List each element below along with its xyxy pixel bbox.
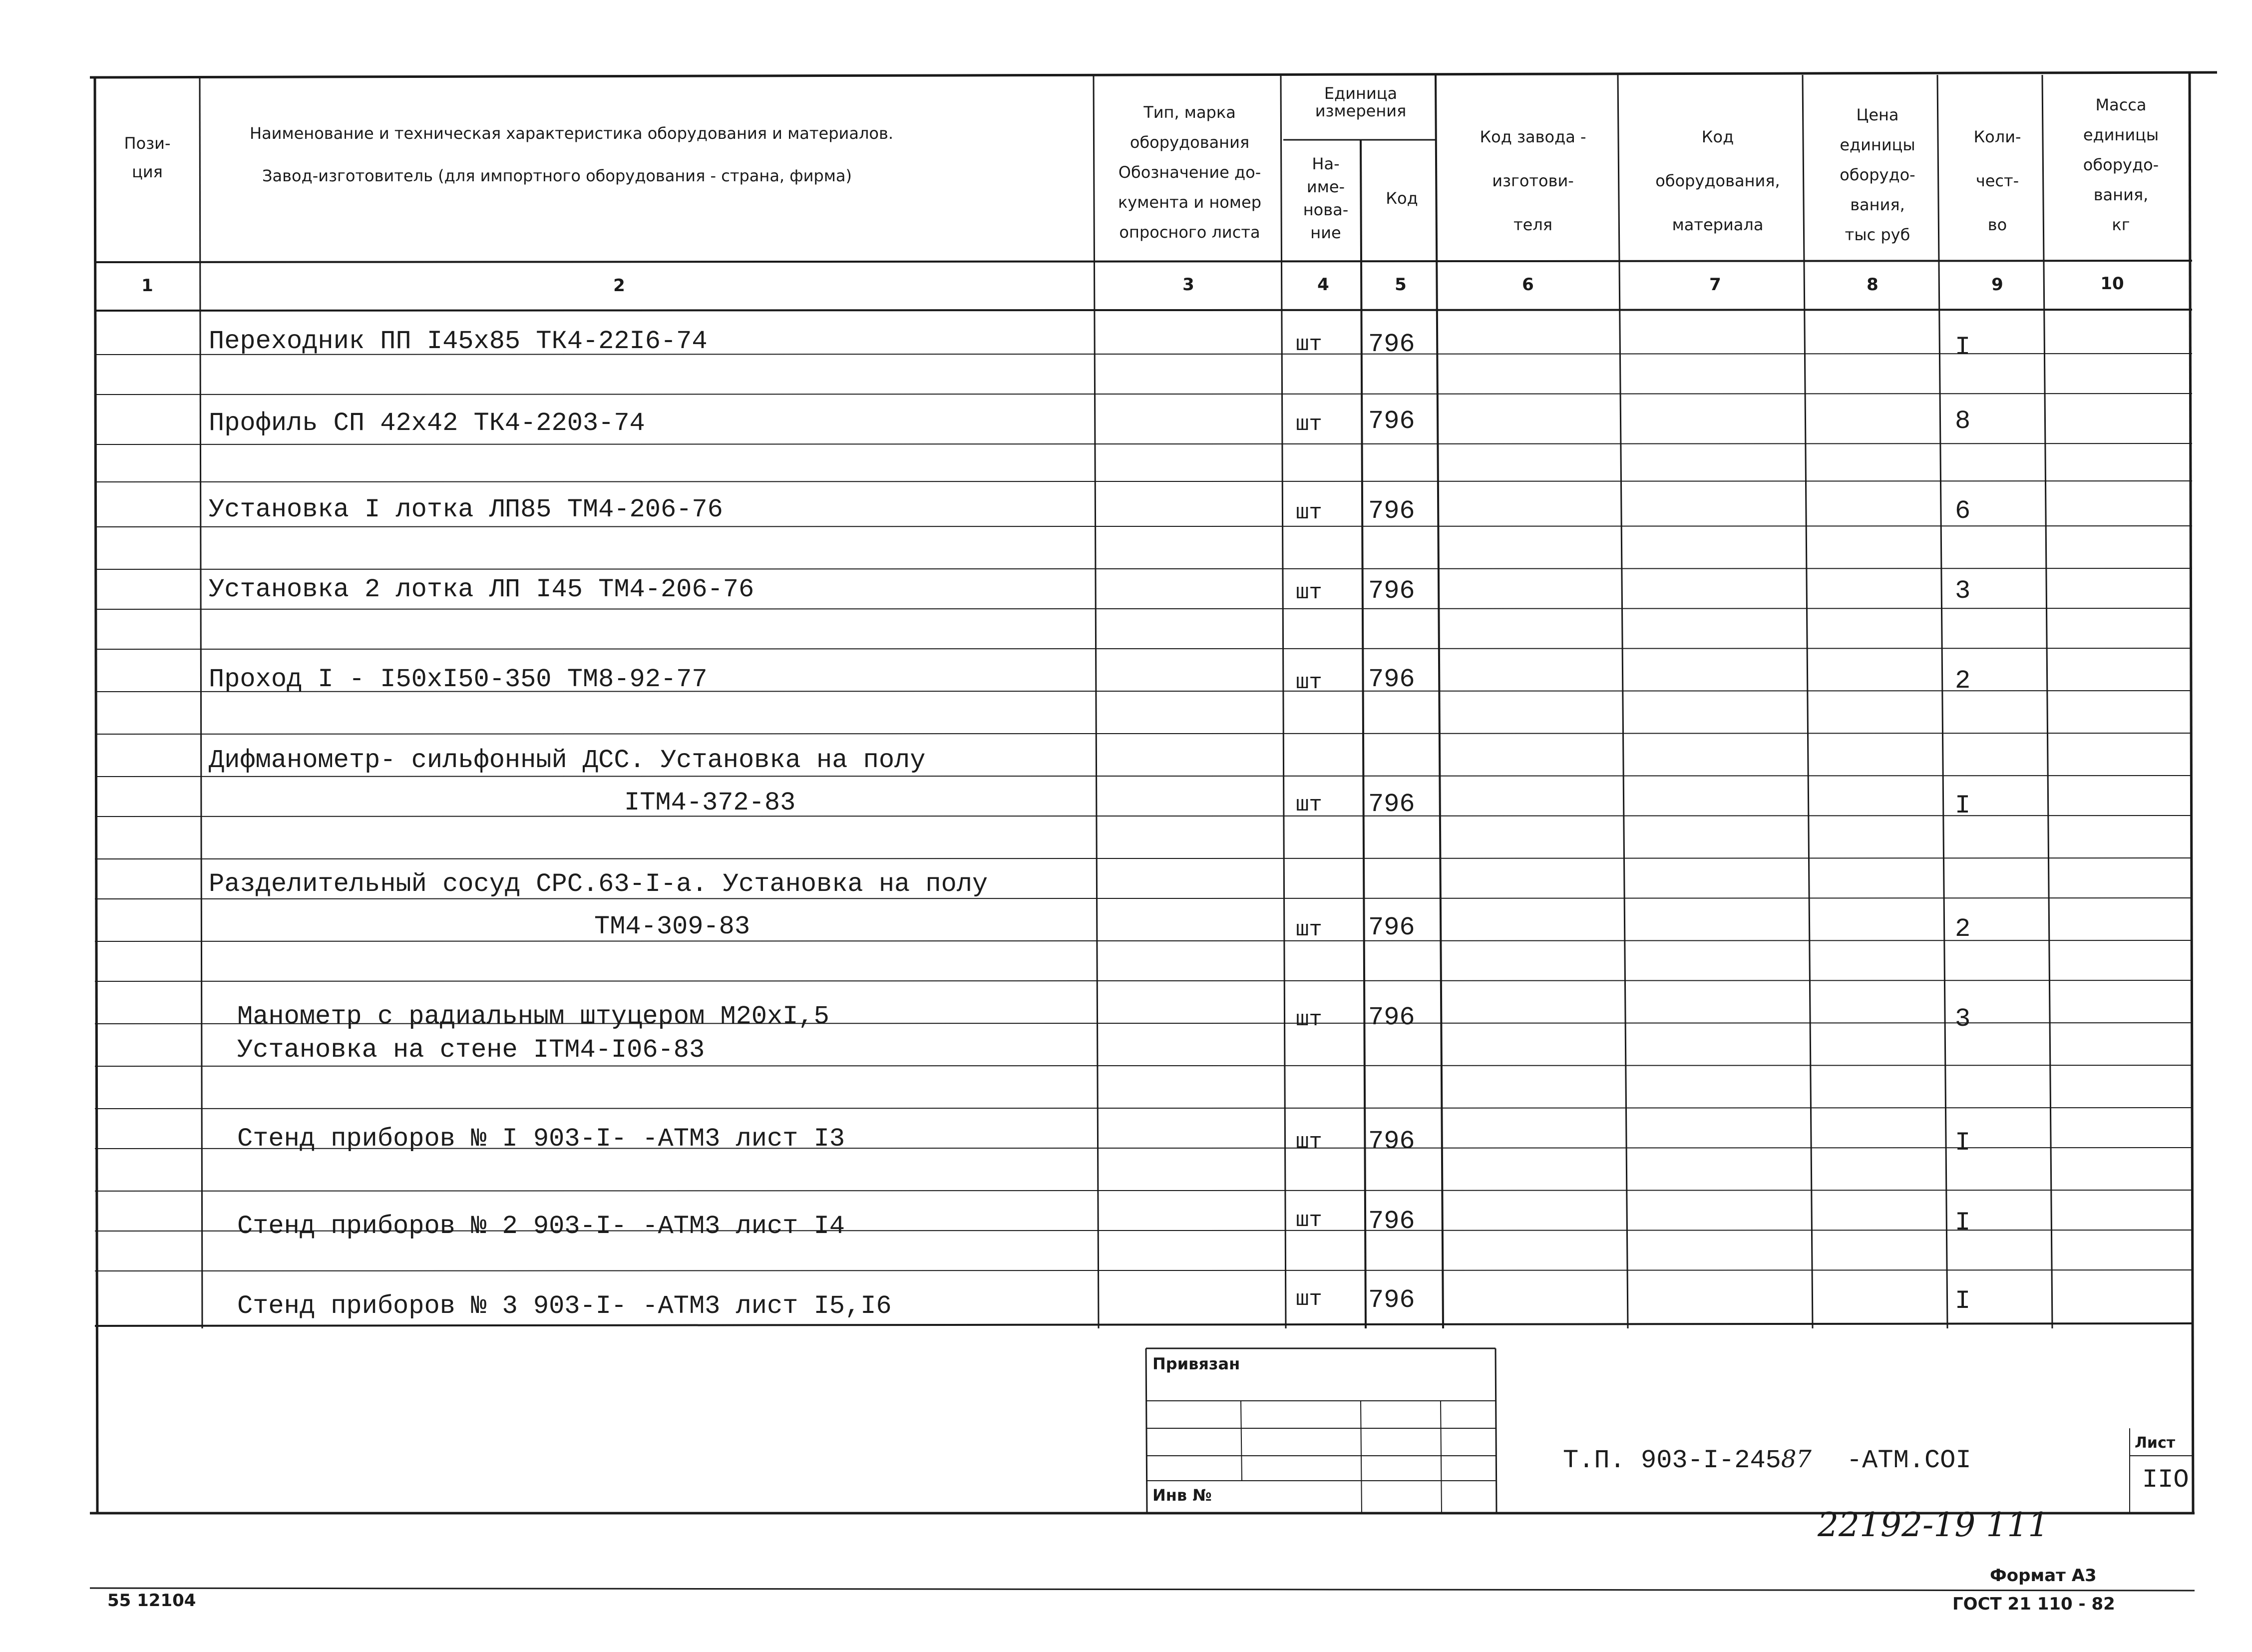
row-unit: шт: [1296, 332, 1322, 357]
header-mass-line: Масса: [2095, 95, 2147, 114]
header-factory-code: [1448, 115, 1618, 247]
column-number: 8: [1867, 275, 1878, 295]
header-type-line: оборудования: [1129, 133, 1250, 152]
row-unit: шт: [1296, 500, 1322, 525]
row-qty: I: [1955, 333, 1971, 362]
header-equipment-code: [1630, 115, 1805, 247]
header-name-line1: Наименование и техническая характеристика оборудования и материалов.: [250, 124, 893, 143]
row-name-continued: IТМ4-372-83: [624, 788, 796, 818]
row-unit: шт: [1296, 793, 1322, 818]
row-qty: 6: [1955, 496, 1971, 526]
header-price-line: Цена: [1856, 105, 1899, 124]
header-type-line: Обозначение до-: [1118, 163, 1261, 182]
header-name-line2: Завод-изготовитель (для импортного оборудования - страна, фирма): [262, 166, 852, 186]
header-price-line: единицы: [1840, 135, 1915, 154]
header-position-line: Пози-: [124, 134, 171, 153]
row-code: 796: [1368, 665, 1415, 694]
header-position-line: ция: [132, 162, 163, 182]
header-price-line: оборудо-: [1840, 165, 1915, 184]
row-unit: шт: [1296, 1208, 1322, 1233]
row-name: Проход I - I50хI50-350 ТМ8-92-77: [209, 665, 708, 694]
row-qty: 2: [1955, 666, 1971, 696]
header-mass: [2052, 90, 2190, 240]
header-unit-name-line: име-: [1306, 177, 1345, 196]
row-code: 796: [1368, 1003, 1415, 1032]
stamp-privyazan: Привязан: [1152, 1354, 1240, 1373]
header-position: [102, 135, 192, 181]
row-code: 796: [1368, 913, 1415, 942]
row-code: 796: [1368, 576, 1415, 606]
column-number: 9: [1991, 275, 2003, 295]
column-number: 3: [1182, 275, 1194, 295]
row-unit: шт: [1296, 1007, 1322, 1032]
row-unit: шт: [1296, 580, 1322, 605]
header-type: [1101, 97, 1278, 247]
header-type-line: опросного листа: [1119, 223, 1260, 242]
header-unit-name-line: нова-: [1303, 200, 1349, 219]
header-unit-group: [1286, 85, 1436, 120]
row-name: Стенд приборов № 2 903-I- -АТМ3 лист I4: [237, 1212, 845, 1241]
header-factory-line: изготови-: [1492, 171, 1574, 190]
row-name: Разделительный сосуд СРС.63-I-а. Установка на полу: [209, 869, 988, 899]
header-price-line: тыс руб: [1845, 225, 1910, 244]
header-unit-line: измерения: [1315, 101, 1407, 121]
row-name: Стенд приборов № I 903-I- -АТМ3 лист I3: [237, 1124, 845, 1154]
header-equipment-line: Код: [1701, 127, 1734, 146]
row-code: 796: [1368, 1207, 1415, 1236]
row-code: 796: [1368, 790, 1415, 819]
row-unit: шт: [1296, 917, 1322, 942]
header-unit-code-text: Код: [1386, 189, 1418, 208]
header-unit-code: [1366, 190, 1438, 207]
document-code-suffix: -АТМ.СОI: [1846, 1446, 1971, 1475]
header-unit-line: Единица: [1324, 84, 1398, 103]
document-code: [1563, 1447, 1971, 1474]
handwritten-number: 22192-19 111: [1818, 1506, 2049, 1544]
row-qty: I: [1955, 1128, 1971, 1158]
header-price-line: вания,: [1850, 195, 1905, 214]
footer-left-code: 55 12104: [107, 1591, 196, 1611]
footer-format: Формат А3: [1990, 1566, 2097, 1586]
row-qty: I: [1955, 1286, 1971, 1316]
row-name-continued: ТМ4-309-83: [594, 912, 751, 941]
header-quantity: [1947, 115, 2047, 247]
column-number: 1: [141, 276, 153, 296]
header-type-line: Тип, марка: [1143, 103, 1236, 122]
row-name: Стенд приборов № 3 903-I- -АТМ3 лист I5,I6: [237, 1291, 892, 1321]
row-name: Манометр с радиальным штуцером М20хI,5: [237, 1002, 829, 1031]
document-code-printed: Т.П. 903-I-245: [1563, 1446, 1781, 1475]
header-mass-line: кг: [2112, 215, 2130, 234]
row-name: Профиль СП 42х42 ТК4-2203-74: [209, 409, 645, 438]
row-code: 796: [1368, 496, 1415, 526]
row-unit: шт: [1296, 1287, 1322, 1312]
row-name: Установка I лотка ЛП85 ТМ4-206-76: [209, 495, 723, 524]
header-unit-name-line: ние: [1310, 223, 1341, 242]
stamp-inv-number: Инв №: [1152, 1486, 1212, 1505]
document-code-handwritten: 87: [1781, 1445, 1812, 1473]
header-name: [220, 125, 1069, 185]
column-number: 10: [2100, 274, 2124, 294]
row-code: 796: [1368, 1127, 1415, 1156]
header-factory-line: Код завода -: [1480, 127, 1586, 146]
header-mass-line: вания,: [2093, 185, 2149, 204]
footer-gost: ГОСТ 21 110 - 82: [1952, 1594, 2115, 1614]
row-name: Переходник ПП I45х85 ТК4-22I6-74: [209, 327, 708, 356]
row-qty: I: [1955, 1208, 1971, 1238]
header-mass-line: оборудо-: [2083, 155, 2159, 174]
header-unit-name: [1288, 152, 1363, 244]
column-number: 4: [1317, 275, 1329, 295]
row-qty: 3: [1955, 1004, 1971, 1034]
row-qty: 3: [1955, 576, 1971, 606]
row-code: 796: [1368, 330, 1415, 359]
sheet-label: Лист: [2135, 1434, 2176, 1452]
row-unit: шт: [1296, 412, 1322, 437]
row-name: Дифманометр- сильфонный ДСС. Установка на полу: [209, 746, 926, 775]
header-quantity-line: чест-: [1975, 171, 2019, 190]
row-code: 796: [1368, 1285, 1415, 1315]
column-number: 6: [1522, 275, 1534, 295]
sheet-number: IIО: [2142, 1465, 2189, 1495]
column-number: 2: [613, 276, 625, 296]
header-equipment-line: оборудования,: [1655, 171, 1780, 190]
header-equipment-line: материала: [1672, 215, 1764, 234]
header-mass-line: единицы: [2083, 125, 2159, 144]
row-unit: шт: [1296, 1130, 1322, 1155]
row-qty: I: [1955, 791, 1971, 821]
header-quantity-line: Коли-: [1973, 127, 2021, 146]
row-name-continued: Установка на стене IТМ4-I06-83: [237, 1035, 705, 1065]
header-price: [1813, 100, 1942, 250]
column-number: 7: [1709, 275, 1721, 295]
header-quantity-line: во: [1987, 215, 2007, 234]
header-factory-line: теля: [1513, 215, 1553, 234]
row-qty: 2: [1955, 914, 1971, 944]
row-name: Установка 2 лотка ЛП I45 ТМ4-206-76: [209, 575, 754, 604]
header-unit-name-line: На-: [1312, 154, 1340, 173]
column-number: 5: [1395, 275, 1407, 295]
row-unit: шт: [1296, 670, 1322, 695]
row-code: 796: [1368, 407, 1415, 436]
header-type-line: кумента и номер: [1118, 193, 1262, 212]
row-qty: 8: [1955, 407, 1971, 436]
